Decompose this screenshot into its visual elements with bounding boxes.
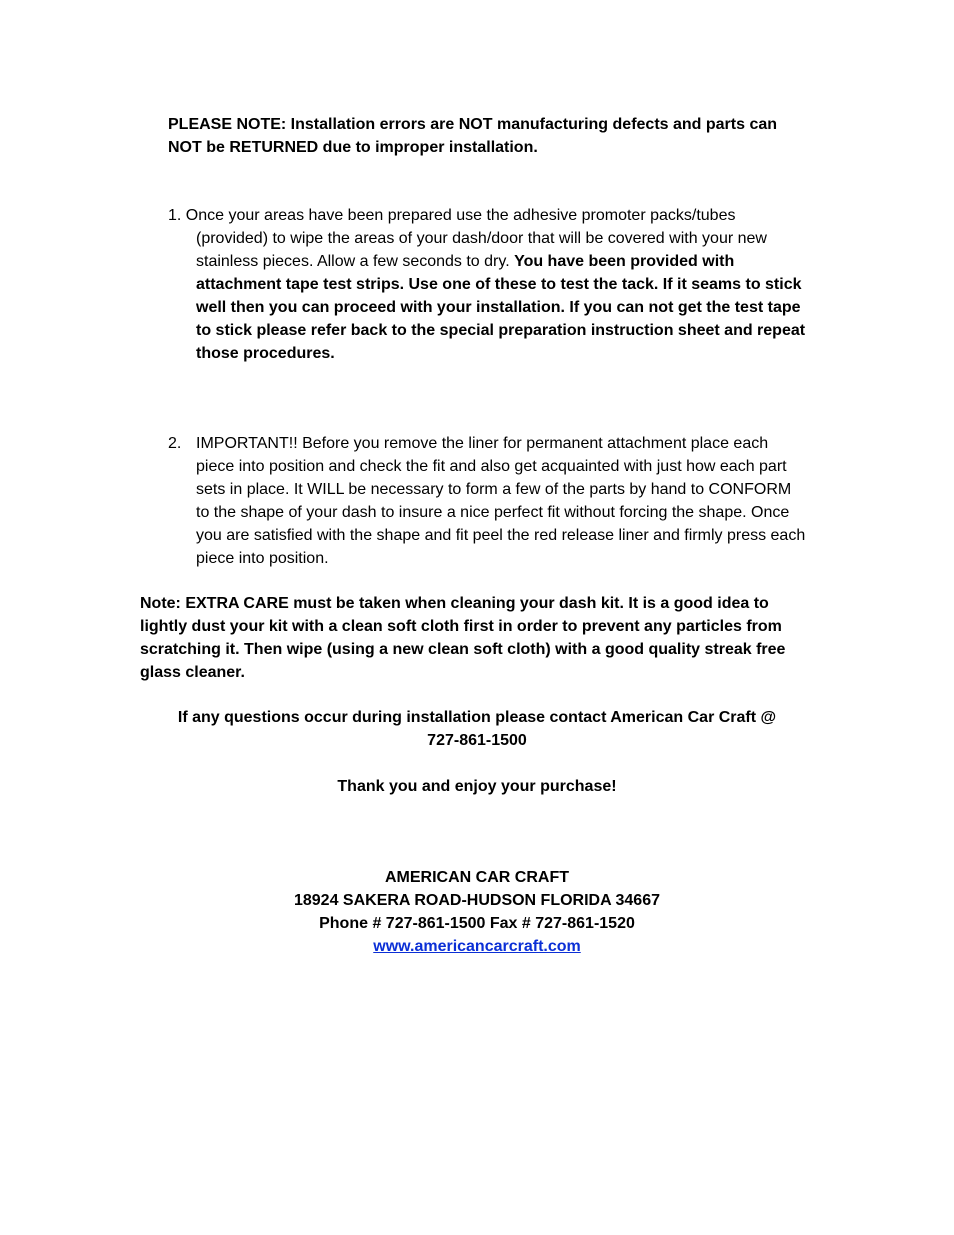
step-1-number: 1. — [168, 207, 182, 224]
contact-line-1: If any questions occur during installation please contact American Car Craft @ — [177, 709, 777, 726]
company-phone-fax: Phone # 727-861-1500 Fax # 727-861-1520 — [319, 915, 635, 932]
step-1 — [168, 204, 808, 365]
company-name: AMERICAN CAR CRAFT — [385, 869, 569, 886]
company-address: 18924 SAKERA ROAD-HUDSON FLORIDA 34667 — [293, 892, 660, 909]
step-1-bold-text: You have been provided with attachment tape test strips. Use one of these to test the tack. If it seams to stick well then you can proceed with your installation. If you can not get the test tape to stick please refer back to the special preparation instruction sheet and repeat those procedures. — [196, 253, 806, 362]
please-note-paragraph: PLEASE NOTE: Installation errors are NOT manufacturing defects and parts can NOT be RETURNED due to improper installation. — [168, 116, 778, 156]
step-2-number: 2. — [168, 435, 182, 452]
step-1-body — [168, 204, 808, 365]
company-info — [120, 866, 834, 958]
website-link[interactable]: www.americancarcraft.com — [373, 938, 581, 955]
step-1-text: Once your areas have been prepared use the adhesive promoter packs/tubes (provided) to wipe the areas of your dash/door that will be covered with your new stainless pieces. Allow a few seconds to dry. — [185, 207, 767, 270]
contact-phone: 727-861-1500 — [427, 732, 527, 749]
contact-paragraph — [120, 706, 834, 752]
step-2-text: IMPORTANT!! Before you remove the liner for permanent attachment place each piece into position and check the fit and also get acquainted with just how each part sets in place. It WILL be necessary to form a few of the parts by hand to CONFORM to the shape of your dash to insure a nice perfect fit without forcing the shape. Once you are satisfied with the shape and fit peel the red release liner and firmly press each piece into position. — [196, 435, 806, 567]
step-2 — [168, 432, 808, 570]
care-note-paragraph: Note: EXTRA CARE must be taken when cleaning your dash kit. It is a good idea to lightly dust your kit with a clean soft cloth first in order to prevent any particles from scratching it. Then wipe (using a new clean soft cloth) with a good quality streak free glass cleaner. — [140, 595, 786, 681]
thank-you-line: Thank you and enjoy your purchase! — [337, 778, 617, 795]
